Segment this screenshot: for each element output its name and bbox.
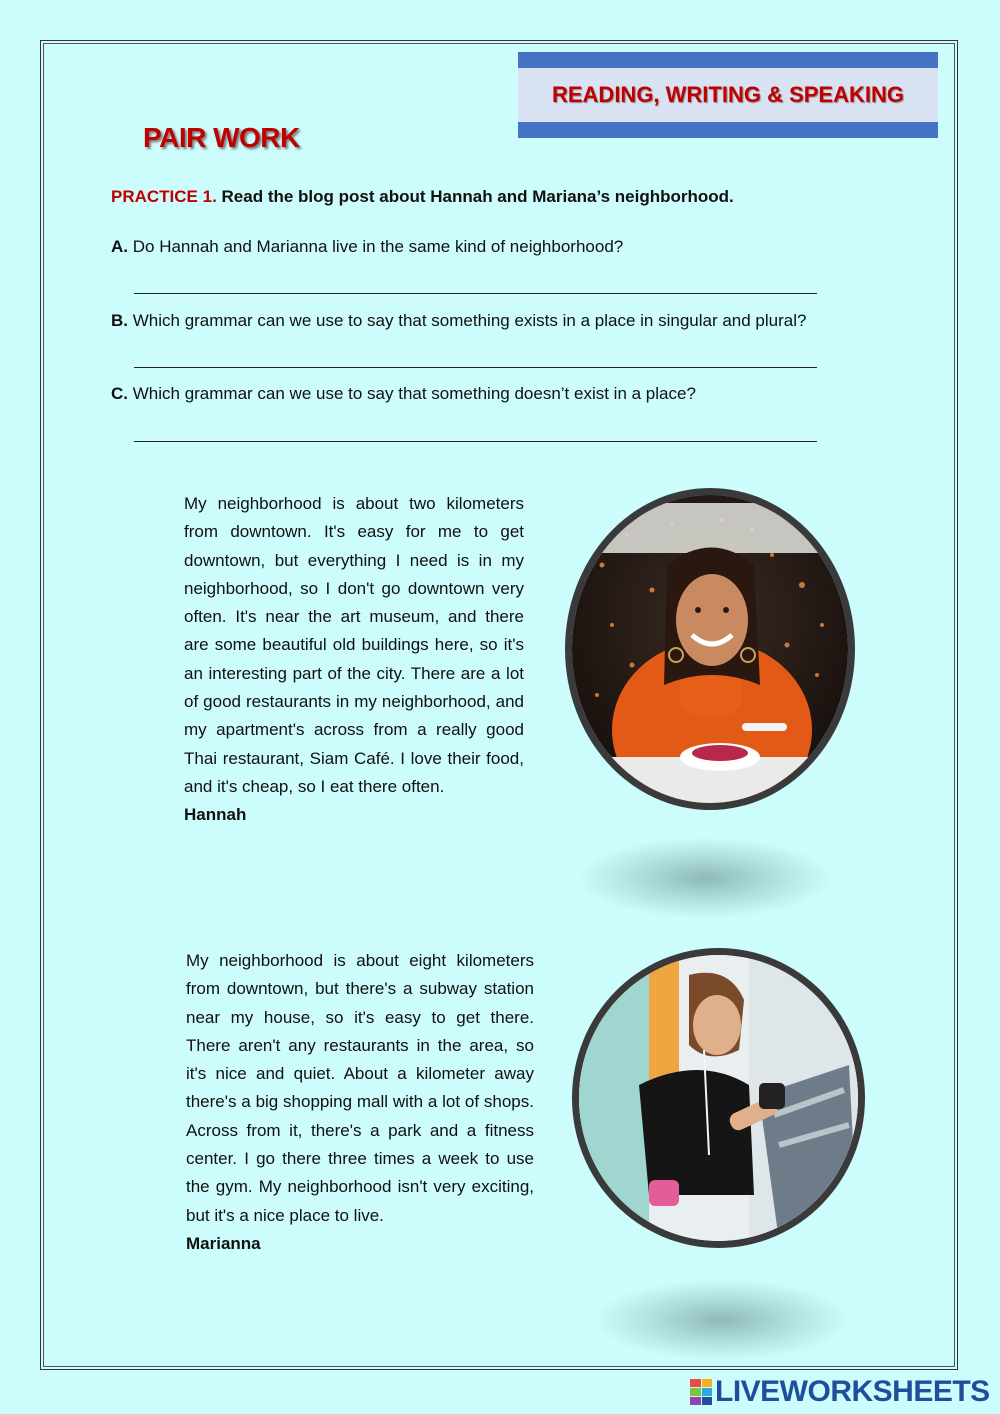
liveworksheets-logo — [690, 1372, 990, 1412]
blog-post-marianna — [186, 947, 534, 1258]
practice-instruction — [111, 187, 734, 207]
page-heading: PAIR WORK — [143, 122, 300, 153]
question-b-text: Which grammar can we use to say that something exists in a place in singular and plural? — [132, 311, 807, 330]
woman-eating-photo — [565, 488, 855, 810]
answer-line-c[interactable] — [134, 441, 817, 442]
question-a — [111, 237, 623, 257]
banner-title: READING, WRITING & SPEAKING — [551, 82, 904, 107]
woman-gym-photo — [572, 948, 865, 1248]
blog-post-hannah — [184, 490, 524, 830]
liveworksheets-wordmark: LIVEWORKSHEETS — [715, 1375, 990, 1408]
photo-hannah-illustration — [572, 495, 848, 803]
question-c-letter: C. — [111, 384, 128, 403]
question-b-letter: B. — [111, 311, 128, 330]
banner-top-bar — [518, 52, 938, 68]
photo-shadow — [597, 1280, 847, 1360]
section-banner — [518, 52, 938, 138]
photo-marianna-illustration — [579, 955, 858, 1241]
banner-bottom-bar — [518, 122, 938, 138]
post-body: My neighborhood is about two kilometers from downtown. It's easy for me to get downtown, but everything I need is in my neighborhood, so I don't go downtown very often. It's near the art museum, and there are some beautiful old buildings here, so it's an interesting part of the city. There are a lot of good restaurants in my neighborhood, and my apartment's across from a really good Thai restaurant, Siam Café. I love their food, and it's cheap, so I eat there often. — [184, 494, 524, 796]
question-c-text: Which grammar can we use to say that something doesn’t exist in a place? — [132, 384, 696, 403]
practice-text: Read the blog post about Hannah and Mariana’s neighborhood. — [221, 187, 734, 206]
question-c — [111, 384, 696, 404]
liveworksheets-icon — [690, 1379, 712, 1405]
answer-line-a[interactable] — [134, 293, 817, 294]
photo-shadow — [580, 838, 830, 918]
post-author: Marianna — [186, 1233, 261, 1253]
question-a-letter: A. — [111, 237, 128, 256]
answer-line-b[interactable] — [134, 367, 817, 368]
question-b — [111, 311, 806, 331]
practice-label: PRACTICE 1. — [111, 187, 217, 206]
question-a-text: Do Hannah and Marianna live in the same kind of neighborhood? — [132, 237, 624, 256]
post-author: Hannah — [184, 805, 247, 825]
post-body: My neighborhood is about eight kilometers from downtown, but there's a subway station near my house, so it's easy to get there. There aren't any restaurants in the area, so it's nice and quiet. About a kilometer away there's a big shopping mall with a lot of shops. Across from it, there's a park and a fitness center. I go there three times a week to use the gym. My neighborhood isn't very exciting, but it's a nice place to live. — [186, 951, 534, 1225]
